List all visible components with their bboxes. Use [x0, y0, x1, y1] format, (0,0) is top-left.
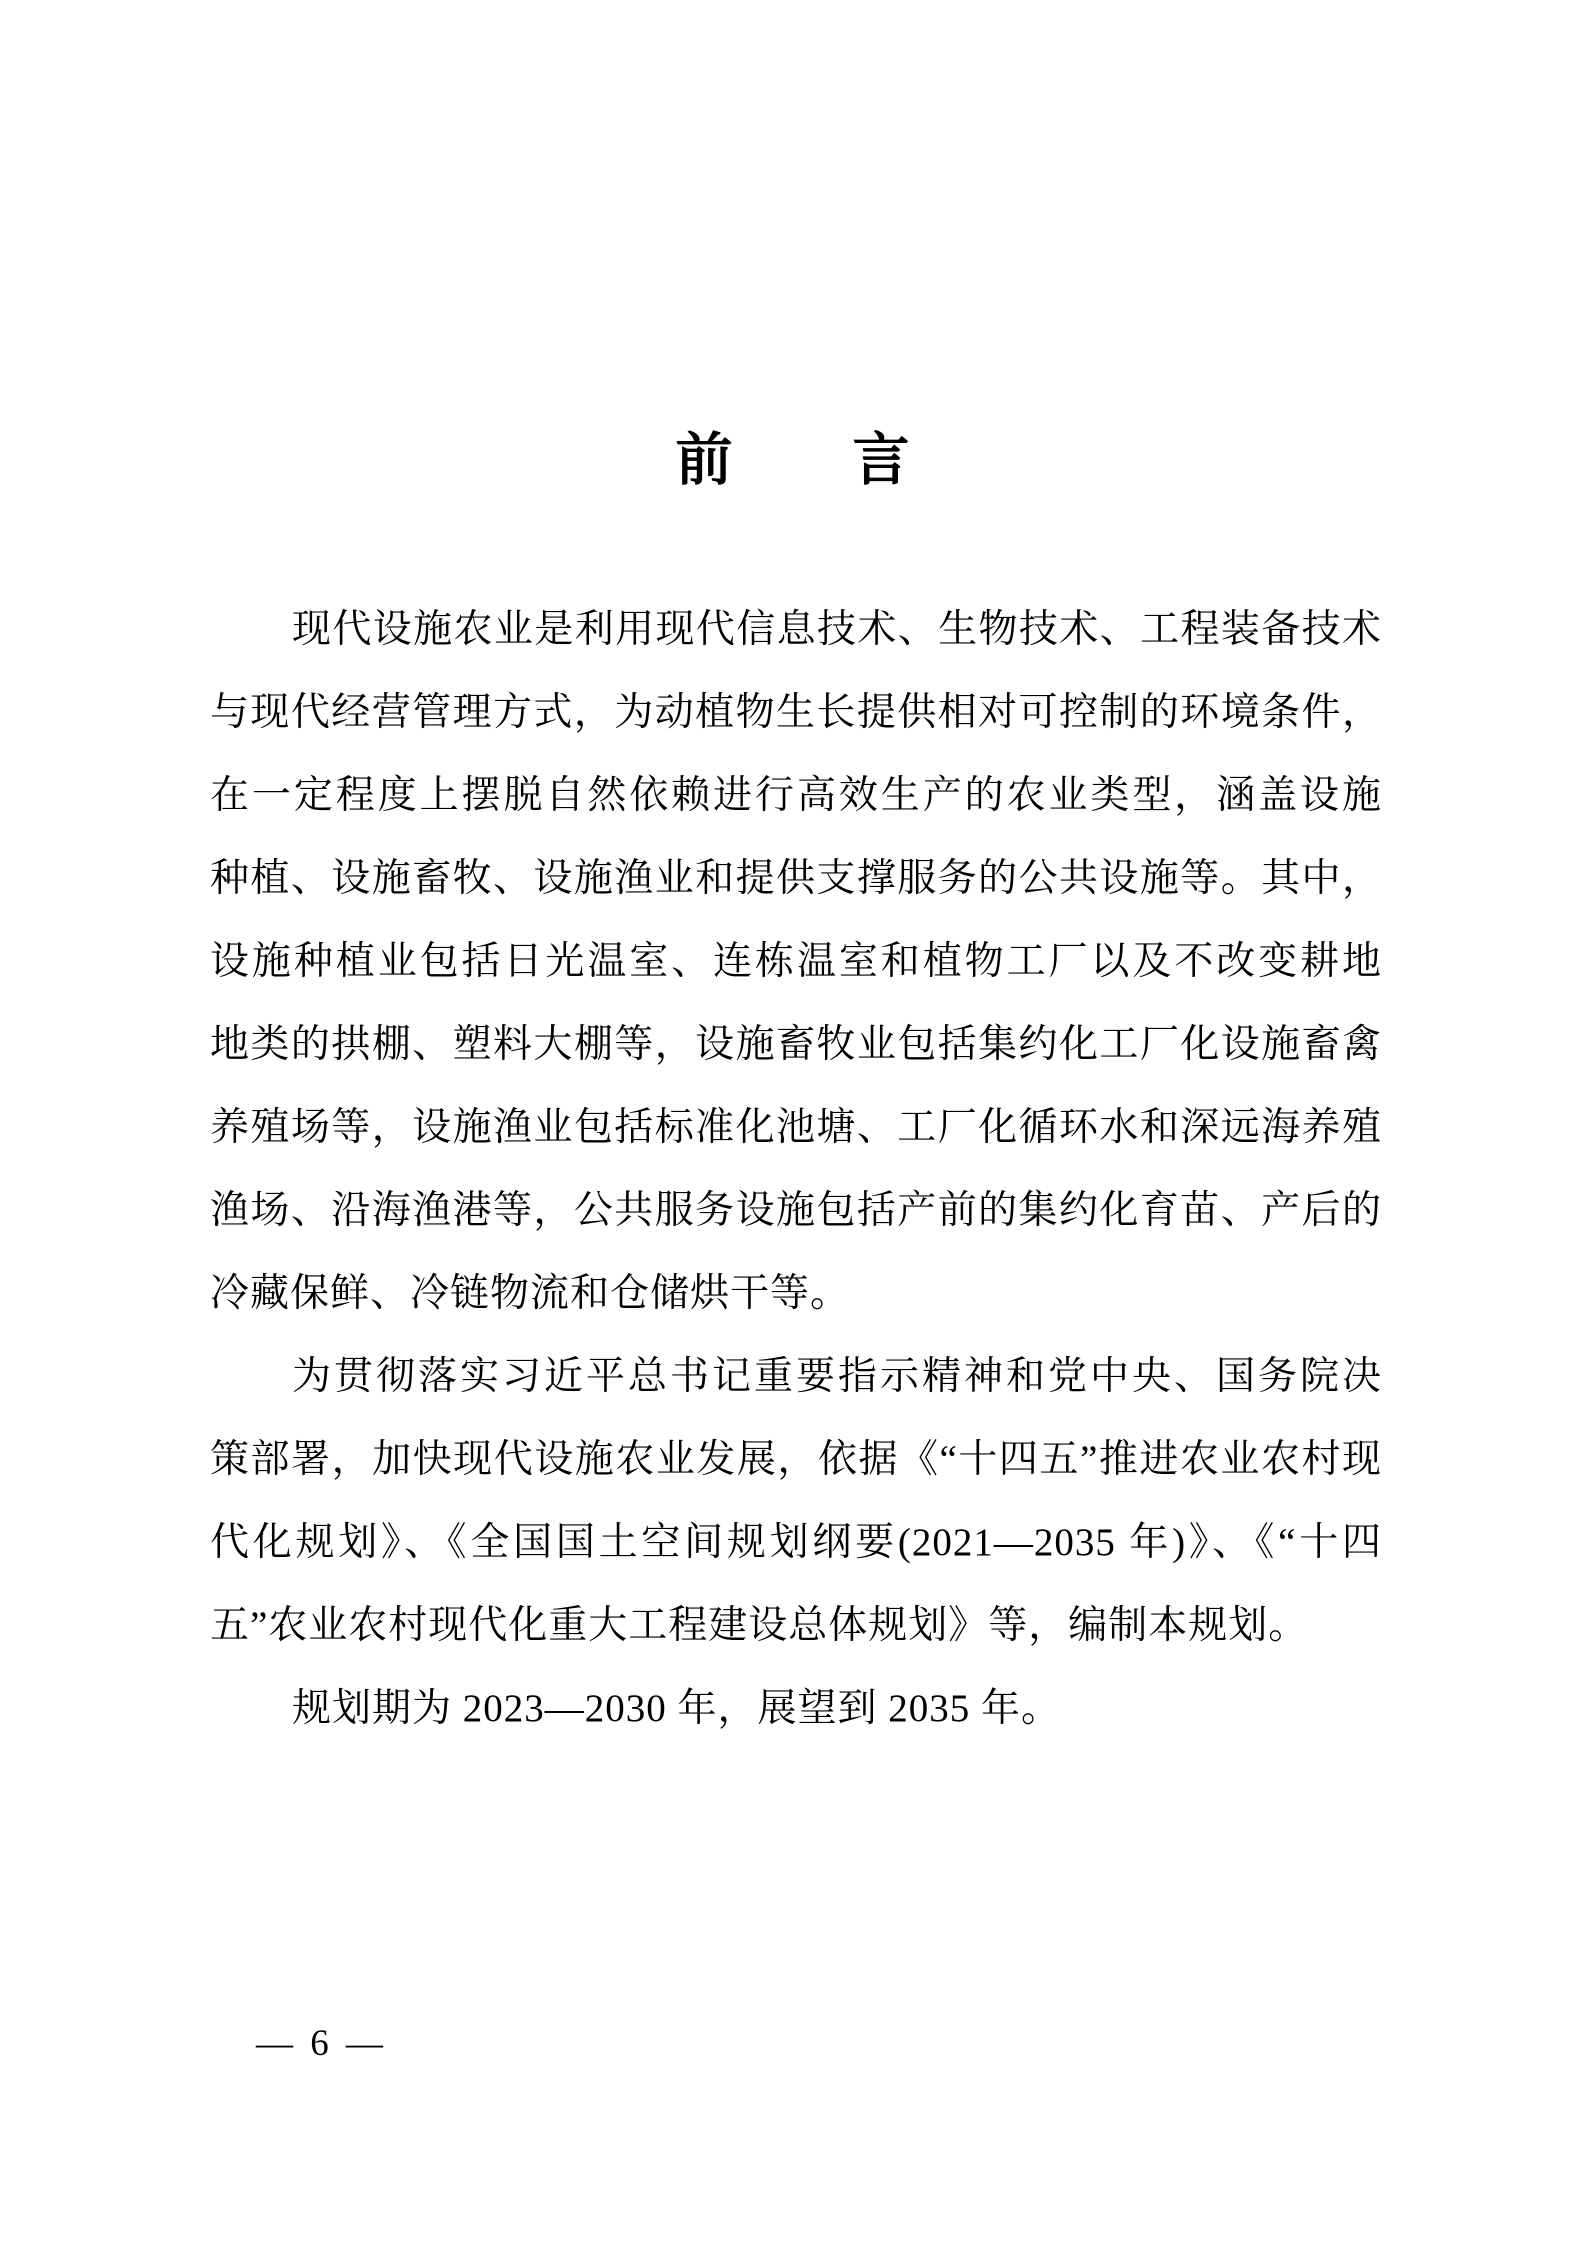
- text-line: 地类的拱棚、塑料大棚等，设施畜牧业包括集约化工厂化设施畜禽: [210, 1023, 1382, 1066]
- text-line: 冷藏保鲜、冷链物流和仓储烘干等。: [210, 1272, 851, 1315]
- text-line: 渔场、沿海渔港等，公共服务设施包括产前的集约化育苗、产后的: [210, 1189, 1382, 1232]
- text-line: 规划期为 2023—2030 年，展望到 2035 年。: [292, 1687, 1062, 1730]
- text-line: 五”农业农村现代化重大工程建设总体规划》等，编制本规划。: [210, 1604, 1309, 1647]
- text-line: 与现代经营管理方式，为动植物生长提供相对可控制的环境条件，: [210, 691, 1382, 734]
- paragraph: [210, 588, 1382, 1335]
- text-line: 在一定程度上摆脱自然依赖进行高效生产的农业类型，涵盖设施: [210, 774, 1382, 817]
- text-line: 设施种植业包括日光温室、连栋温室和植物工厂以及不改变耕地: [210, 940, 1382, 983]
- paragraph: [210, 1667, 1382, 1750]
- page-number: — 6 —: [256, 2023, 387, 2064]
- text-line: 代化规划》、《全国国土空间规划纲要(2021—2035 年)》、《“十四: [210, 1521, 1382, 1564]
- text-line: 养殖场等，设施渔业包括标准化池塘、工厂化循环水和深远海养殖: [210, 1106, 1382, 1149]
- page-title: 前 言: [675, 429, 912, 492]
- text-line: 为贯彻落实习近平总书记重要指示精神和党中央、国务院决: [292, 1355, 1382, 1398]
- text-line: 现代设施农业是利用现代信息技术、生物技术、工程装备技术: [292, 608, 1382, 651]
- text-line: 策部署，加快现代设施农业发展，依据《“十四五”推进农业农村现: [210, 1438, 1382, 1481]
- body-text: [210, 588, 1382, 1750]
- text-line: 种植、设施畜牧、设施渔业和提供支撑服务的公共设施等。其中，: [210, 857, 1382, 900]
- paragraph: [210, 1335, 1382, 1667]
